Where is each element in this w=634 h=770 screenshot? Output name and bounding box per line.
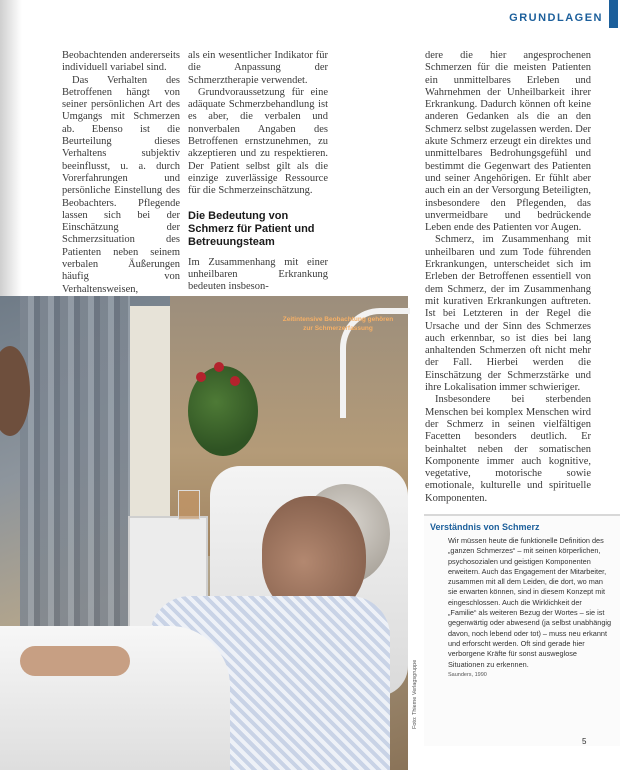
info-box-body: Wir müssen heute die funktionelle Definition des „ganzen Schmerzes“ – mit seinen körperlichen, psychosozialen und geistigen Komponenten erweitern. Auch das Engagement der Mitarbeiter, zusammen mit all dem Leiden, die dort, wo man sie erwarten können, sind in diesem Konzept mit eingeschlossen. Auch die Wirklichkeit der „Familie“ als weiteren Bezug der Wortes – sie ist gegenwärtig oder abwesend (ja selbst unabhängig davon, noch lebend oder tot) – muss neu erkannt und erforscht werden. Oft sind gerade hier verborgene Kräfte für sonst ausweglose Situationen zu erkennen. (448, 536, 612, 669)
info-box-title: Verständnis von Schmerz (430, 522, 540, 532)
rose (214, 362, 224, 372)
paragraph: dere die hier angesprochenen Schmerzen für die meisten Patienten ein unmittelbares Erleben und Wahrnehmen der Unheilbarkeit ihrer Erkrankung. Dadurch können oft keine anderen Gedanken als die an den Schmerz selbst zugelassen werden. Der akute Schmerz erzeugt ein direktes und unmittelbares Bedrohungsgefühl und bestimmt die Gegenwart des Patienten und seiner Angehörigen. Er fühlt aber auch ein an der Versorgung Beteiligten, insbesondere den Pflegenden, das unvermeidbare und bedrückende Leben ende des Patienten vor Augen. (425, 50, 591, 234)
section-header (509, 8, 618, 28)
text-column-2 (188, 50, 328, 293)
text-column-3 (425, 50, 591, 506)
caregiver-arm (20, 646, 130, 676)
drinking-glass (178, 490, 200, 520)
photo-credit-text: Foto: Thieme Verlagsgruppe (412, 659, 418, 729)
photo-credit (409, 632, 419, 732)
paragraph: Im Zusammenhang mit einer unheilbaren Erkrankung bedeuten insbeson- (188, 256, 328, 293)
section-bar (609, 0, 618, 28)
info-box-source: Saunders, 1990 (448, 671, 487, 678)
paragraph: Grundvoraussetzung für eine adäquate Schmerzbehandlung ist es aber, die verbalen und nonverbalen Angaben des Betroffenen ernstzunehmen, zu akzeptieren und zu respektieren. Der Patient selbst gilt als die einzige zuverlässige Ressource für die Schmerzeinschätzung. (188, 86, 328, 197)
section-heading: Die Bedeutung von Schmerz für Patient und Betreuungsteam (188, 209, 315, 248)
paragraph: Insbesondere bei sterbenden Menschen bei komplex Menschen wird der Schmerz in seinen vielfältigen Facetten besonders deutlich. Er beinhaltet neben der somatischen Komponente immer auch kognitive, vegetative, motorische sowie emotionale, kulturelle und spirituelle Komponenten. (425, 394, 591, 504)
rose (196, 372, 206, 382)
photo-caption: Zeitintensive Beobachtung gehören zur Schmerzerfassung (282, 316, 394, 332)
section-label: GRUNDLAGEN (509, 12, 603, 24)
text-column-1 (62, 50, 180, 295)
patient-photo (0, 296, 408, 770)
paragraph: Beobachtenden andererseits individuell variabel sind. (62, 50, 180, 74)
paragraph: Das Verhalten des Betroffenen hängt von seiner persönlichen Art des Umgangs mit Schmerzen ab. Ebenso ist die Beurteilung dieses Verhaltens subjektiv beeinflusst, u. a. durch Vorerfahrungen und persönliche Einstellung des Beobachters. Pflegende lassen sich bei der Einschätzung der Schmerzsituation des Patienten neben seinem verbalen Äußerungen häufig von Verhaltensweisen, (62, 74, 180, 295)
paragraph: als ein wesentlicher Indikator für die Anpassung der Schmerztherapie verwendet. (188, 50, 328, 86)
info-box (424, 514, 620, 746)
paragraph: Schmerz, im Zusammenhang mit unheilbaren und zum Tode führenden Erkrankungen, unterscheidet sich im Erleben der Betroffenen essentiell von dem Schmerz, der im Zusammenhang mit kurativen Erkrankungen auftreten. Ist bei Letzteren in der Regel die Ursache und der Sinn des Schmerzes auch erkennbar, so ist dies bei lang anhaltenden Schmerzen oft nicht mehr der Fall. Hierbei werden die Einschätzung der Schmerzstärke und ihre Lokalisation immer schwieriger. (425, 234, 591, 394)
rose (230, 376, 240, 386)
page-number: 5 (582, 737, 587, 746)
